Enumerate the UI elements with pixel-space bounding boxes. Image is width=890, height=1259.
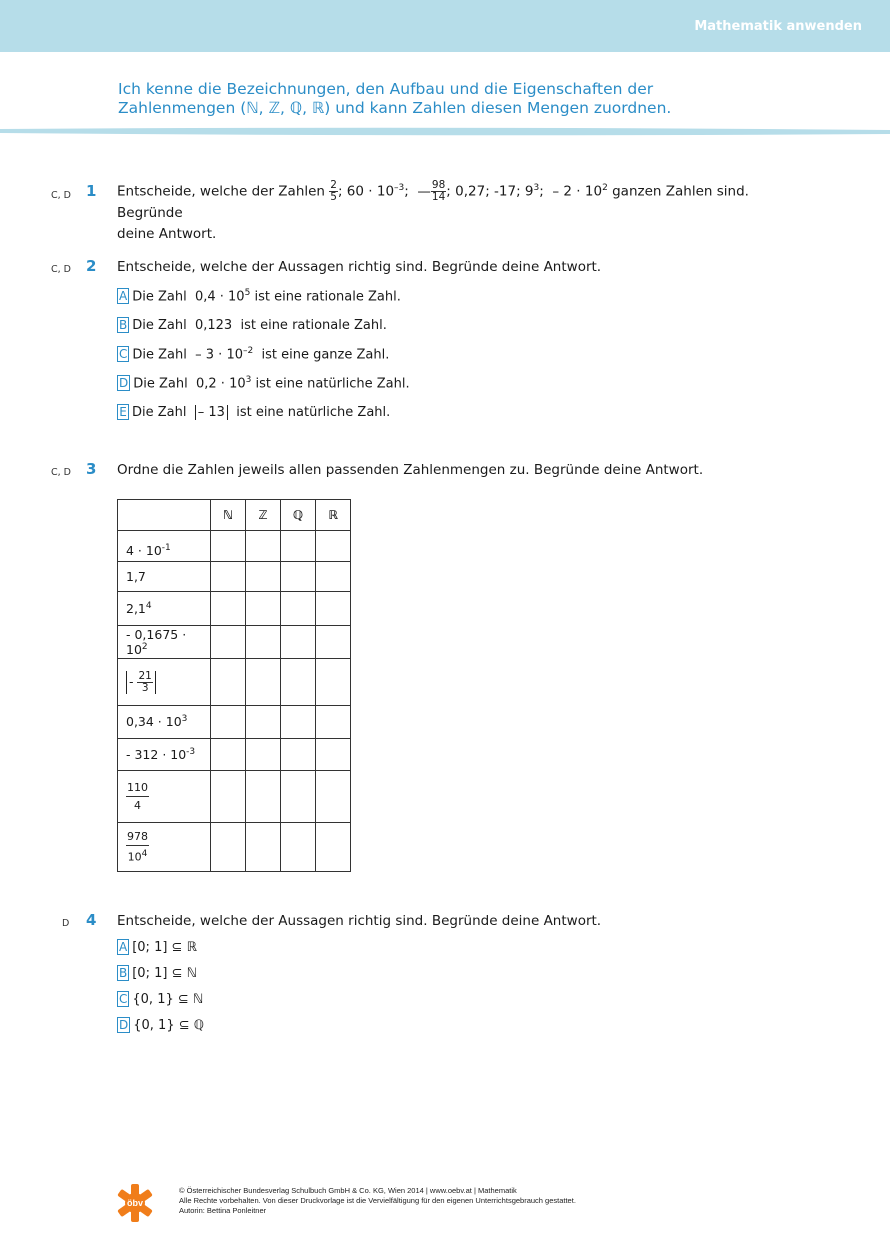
table-header-row (118, 500, 351, 531)
row-label: $2,1^4$ (118, 592, 211, 626)
answer-cell[interactable] (316, 531, 351, 562)
task-2-number: 2 (86, 257, 97, 275)
option-letter-box: B (119, 966, 128, 980)
oebv-logo-icon (114, 1184, 156, 1222)
answer-cell[interactable] (246, 739, 281, 771)
answer-cell[interactable] (246, 562, 281, 592)
table-row (118, 659, 351, 706)
row-label: - $312 \cdot 10^{-3}$ (118, 739, 211, 771)
answer-cell[interactable] (211, 823, 246, 872)
table-row (118, 531, 351, 562)
table-corner-cell (118, 500, 211, 531)
task-1-text: Entscheide, welche der Zahlen $\frac{2}{5}$ ; $60 \cdot 10^{-3}$; — $\frac{98}{14}$ ; 0,27; -17; $9^3$; – $2 \cdot 10^2$ ganzen Zahlen sind. Begründe deine Antwort. (117, 179, 749, 242)
answer-cell[interactable] (246, 771, 281, 823)
table-row (118, 823, 351, 872)
column-header-q: ℚ (281, 500, 316, 531)
row-label: $\frac{110}{4}$ (118, 771, 211, 823)
answer-cell[interactable] (316, 659, 351, 706)
answer-cell[interactable] (246, 706, 281, 739)
task-2-option-a[interactable]: A Die Zahl $0,4 \cdot 10^5$ ist eine rationale Zahl. (119, 288, 401, 305)
task-4-number: 4 (86, 911, 97, 929)
table-row (118, 626, 351, 659)
header-title: Mathematik anwenden (694, 19, 862, 34)
row-label: $0,34 \cdot 10^3$ (118, 706, 211, 739)
option-letter-box: A (119, 940, 128, 954)
task-4-option-d[interactable]: D {0, 1} ⊆ ℚ (119, 1018, 204, 1033)
answer-cell[interactable] (316, 823, 351, 872)
table-row (118, 706, 351, 739)
answer-cell[interactable] (211, 771, 246, 823)
answer-cell[interactable] (211, 739, 246, 771)
goal-line-2: Zahlenmengen (ℕ, ℤ, ℚ, ℝ) und kann Zahlen diesen Mengen zuordnen. (118, 99, 672, 117)
answer-cell[interactable] (316, 562, 351, 592)
answer-cell[interactable] (316, 626, 351, 659)
task-4-category: D (62, 918, 70, 929)
answer-cell[interactable] (211, 592, 246, 626)
task-2-option-b[interactable]: B Die Zahl 0,123 ist eine rationale Zahl. (119, 318, 387, 333)
task-1-category: C, D (51, 190, 71, 201)
logo-text: öbv (126, 1198, 144, 1208)
answer-cell[interactable] (316, 739, 351, 771)
answer-cell[interactable] (281, 739, 316, 771)
answer-cell[interactable] (211, 531, 246, 562)
answer-cell[interactable] (246, 592, 281, 626)
row-label: - $\frac{21}{3}$ (118, 659, 211, 706)
task-2-text: Entscheide, welche der Aussagen richtig sind. Begründe deine Antwort. (117, 259, 602, 275)
option-letter-box: B (119, 318, 128, 332)
decorative-wave-rule (0, 127, 890, 136)
absolute-value-13: – 13 (195, 405, 228, 420)
task-4-option-a[interactable]: A [0; 1] ⊆ ℝ (119, 940, 197, 955)
task-4-option-b[interactable]: B [0; 1] ⊆ ℕ (119, 966, 197, 981)
answer-cell[interactable] (211, 706, 246, 739)
column-header-z: ℤ (246, 500, 281, 531)
table-row (118, 592, 351, 626)
answer-cell[interactable] (281, 592, 316, 626)
row-label: $4 \cdot 10^{-1}$ (118, 531, 211, 562)
answer-cell[interactable] (316, 592, 351, 626)
option-letter-box: D (119, 1018, 129, 1032)
option-letter-box: E (117, 404, 129, 420)
task-2-option-c[interactable]: C Die Zahl – $3 \cdot 10^{-2}$ ist eine ganze Zahl. (119, 346, 390, 363)
answer-cell[interactable] (316, 706, 351, 739)
answer-cell[interactable] (281, 771, 316, 823)
table-row (118, 562, 351, 592)
answer-cell[interactable] (246, 626, 281, 659)
number-set-table (117, 499, 351, 872)
answer-cell[interactable] (211, 626, 246, 659)
answer-cell[interactable] (246, 659, 281, 706)
answer-cell[interactable] (281, 706, 316, 739)
task-2-category: C, D (51, 264, 71, 275)
task-4-option-c[interactable]: C {0, 1} ⊆ ℕ (119, 992, 204, 1007)
task-1-number: 1 (86, 182, 97, 200)
goal-line-1: Ich kenne die Bezeichnungen, den Aufbau und die Eigenschaften der (118, 80, 654, 98)
fraction-98-14: $\frac{98}{14}$ (431, 179, 446, 203)
task-3-text: Ordne die Zahlen jeweils allen passenden Zahlenmengen zu. Begründe deine Antwort. (117, 462, 704, 478)
task-2-option-d[interactable]: D Die Zahl $0,2 \cdot 10^3$ ist eine natürliche Zahl. (119, 375, 410, 392)
table-row (118, 771, 351, 823)
answer-cell[interactable] (281, 531, 316, 562)
table-row (118, 739, 351, 771)
task-2-option-e[interactable]: E Die Zahl – 13 ist eine natürliche Zahl. (117, 404, 390, 420)
footer-copyright: © Österreichischer Bundesverlag Schulbuch GmbH & Co. KG, Wien 2014 | www.oebv.at | Mathematik Alle Rechte vorbehalten. Von dieser Druckvorlage ist die Vervielfältigung für den eigenen Unterrichtsgebrauch gestattet. Autorin: Bettina Ponleitner (179, 1186, 576, 1215)
row-label: 1,7 (118, 562, 211, 592)
learning-goal (118, 80, 818, 118)
row-label: $\frac{978}{10^4}$ (118, 823, 211, 872)
option-letter-box: C (119, 347, 128, 362)
answer-cell[interactable] (281, 823, 316, 872)
answer-cell[interactable] (246, 823, 281, 872)
column-header-n: ℕ (211, 500, 246, 531)
answer-cell[interactable] (281, 562, 316, 592)
task-3-category: C, D (51, 467, 71, 478)
row-label: - $0,1675 \cdot 10^2$ (118, 626, 211, 659)
answer-cell[interactable] (281, 659, 316, 706)
answer-cell[interactable] (211, 562, 246, 592)
answer-cell[interactable] (211, 659, 246, 706)
option-letter-box: A (119, 289, 128, 304)
task-3-number: 3 (86, 460, 97, 478)
option-letter-box: C (119, 992, 128, 1006)
answer-cell[interactable] (316, 771, 351, 823)
column-header-r: ℝ (316, 500, 351, 531)
option-letter-box: D (119, 376, 129, 391)
fraction-2-5: $\frac{2}{5}$ (330, 179, 337, 203)
answer-cell[interactable] (281, 626, 316, 659)
answer-cell[interactable] (246, 531, 281, 562)
task-4-text: Entscheide, welche der Aussagen richtig sind. Begründe deine Antwort. (117, 913, 602, 929)
